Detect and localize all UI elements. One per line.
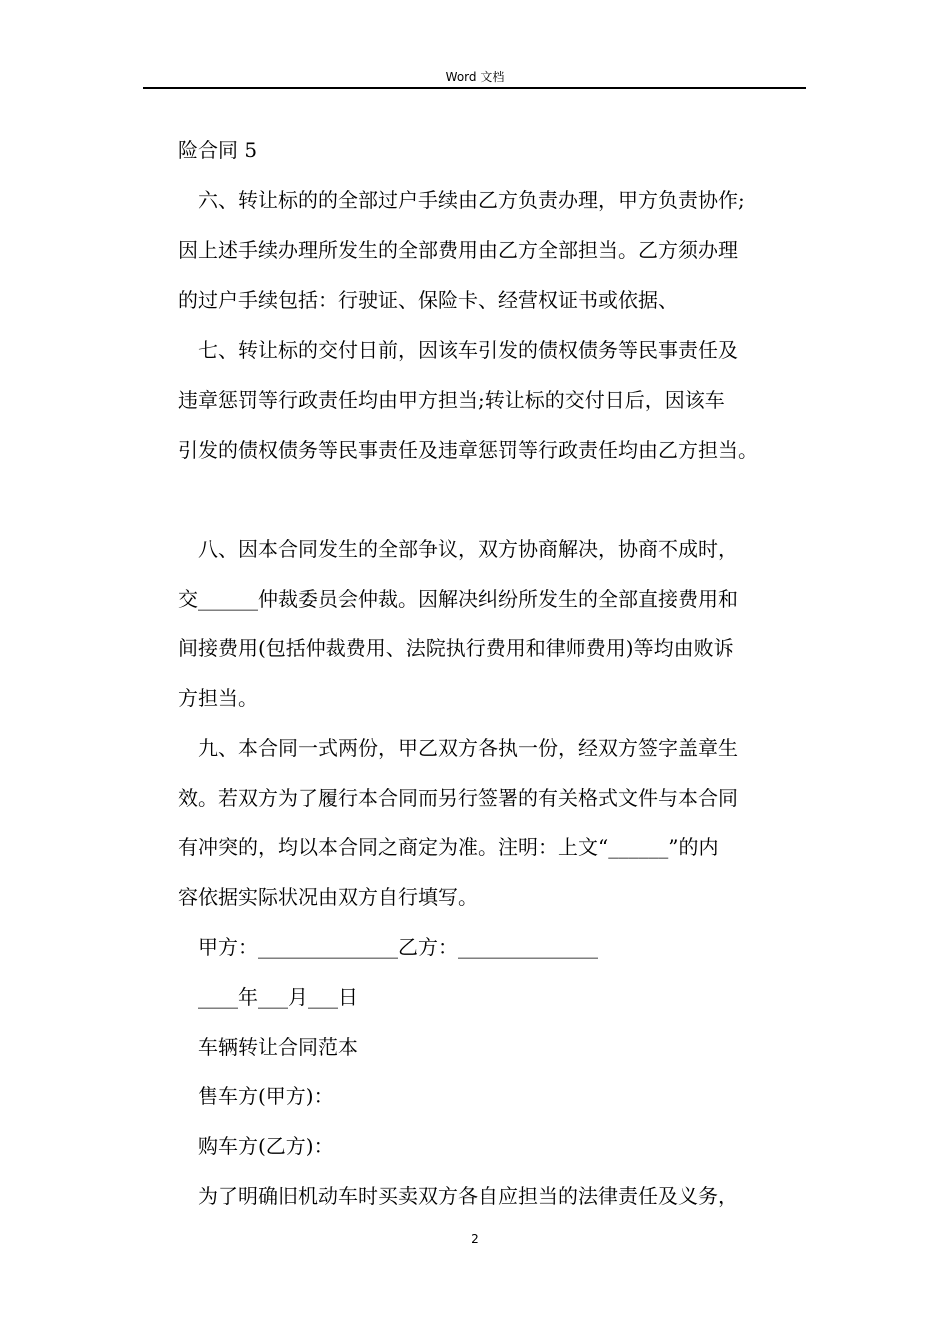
text-line: 七、转让标的交付日前，因该车引发的债权债务等民事责任及 xyxy=(198,338,738,362)
text-line: 引发的债权债务等民事责任及违章惩罚等行政责任均由乙方担当。 xyxy=(178,438,758,462)
text-line: 有冲突的，均以本合同之商定为准。注明：上文“______”的内 xyxy=(178,835,719,859)
date-line: ____年___月___日 xyxy=(198,985,358,1009)
text-line: 九、本合同一式两份，甲乙双方各执一份，经双方签字盖章生 xyxy=(198,736,738,760)
page-number: 2 xyxy=(471,1232,479,1246)
text-line: 方担当。 xyxy=(178,686,258,710)
text-line: 险合同 5 xyxy=(178,138,258,162)
text-line: 的过户手续包括：行驶证、保险卡、经营权证书或依据、 xyxy=(178,288,678,312)
text-line: 效。若双方为了履行本合同而另行签署的有关格式文件与本合同 xyxy=(178,786,738,810)
text-line: 为了明确旧机动车时买卖双方各自应担当的法律责任及义务， xyxy=(198,1184,738,1208)
text-line: 八、因本合同发生的全部争议，双方协商解决，协商不成时， xyxy=(198,537,738,561)
page-header: Word 文档 xyxy=(445,70,505,84)
section-title: 车辆转让合同范本 xyxy=(198,1035,358,1059)
text-line: 售车方(甲方)： xyxy=(198,1084,334,1108)
text-line: 六、转让标的的全部过户手续由乙方负责办理，甲方负责协作; xyxy=(198,188,745,212)
text-line: 因上述手续办理所发生的全部费用由乙方全部担当。乙方须办理 xyxy=(178,238,738,262)
signature-line: 甲方：______________乙方：______________ xyxy=(198,935,598,959)
text-line: 违章惩罚等行政责任均由甲方担当;转让标的交付日后，因该车 xyxy=(178,388,725,412)
text-line: 容依据实际状况由双方自行填写。 xyxy=(178,885,478,909)
header-divider xyxy=(143,87,806,89)
text-line: 购车方(乙方)： xyxy=(198,1134,334,1158)
text-line: 交______仲裁委员会仲裁。因解决纠纷所发生的全部直接费用和 xyxy=(178,587,738,611)
text-line: 间接费用(包括仲裁费用、法院执行费用和律师费用)等均由败诉 xyxy=(178,636,734,660)
